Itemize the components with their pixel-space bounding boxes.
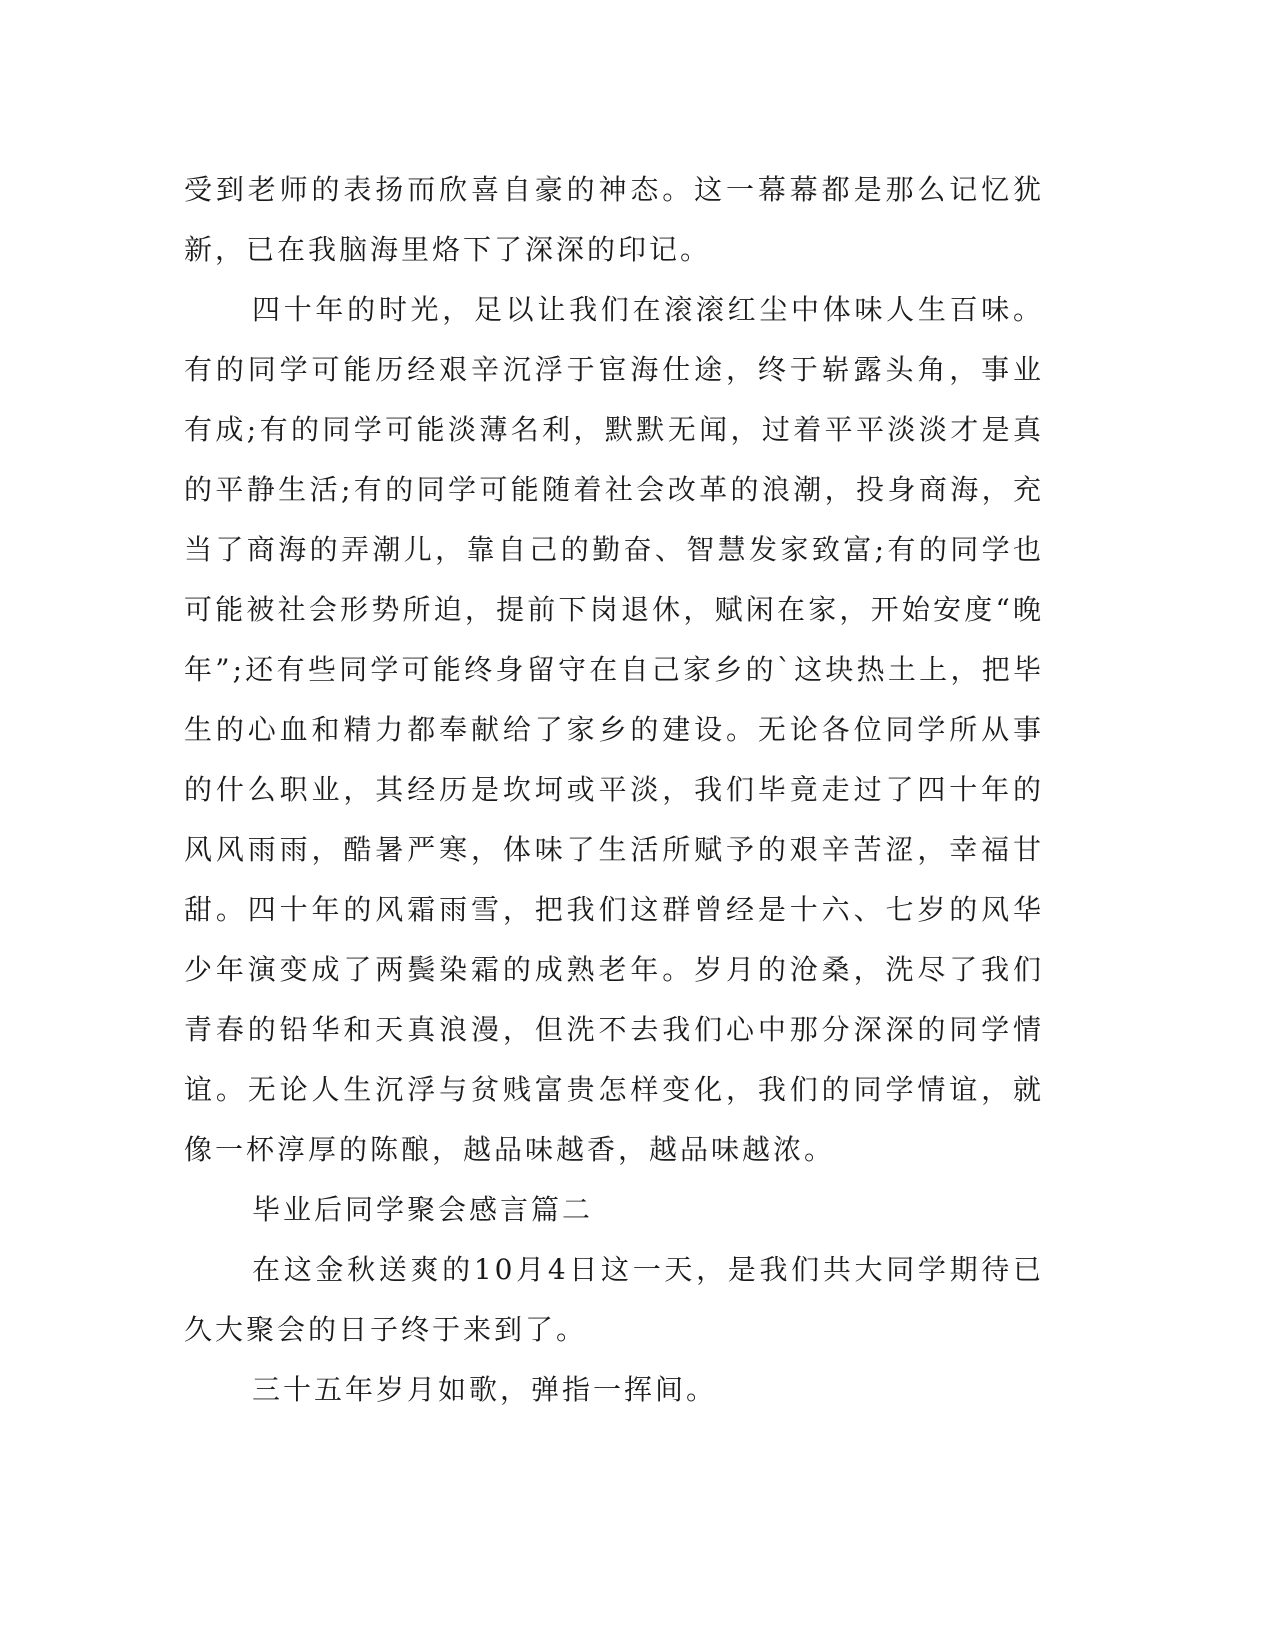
paragraph-continued: 受到老师的表扬而欣喜自豪的神态。这一幕幕都是那么记忆犹新，已在我脑海里烙下了深深的印记。 <box>184 173 1044 266</box>
paragraph-gathering-date: 在这金秋送爽的10月4日这一天，是我们共大同学期待已久大聚会的日子终于来到了。 <box>184 1253 1044 1346</box>
paragraph-forty-years: 四十年的时光，足以让我们在滚滚红尘中体味人生百味。有的同学可能历经艰辛沉浮于宦海仕途，终于崭露头角，事业有成;有的同学可能淡薄名利，默默无闻，过着平平淡淡才是真的平静生活;有的同学可能随着社会改革的浪潮，投身商海，充当了商海的弄潮儿，靠自己的勤奋、智慧发家致富;有的同学也可能被社会形势所迫，提前下岗退休，赋闲在家，开始安度“晚年”;还有些同学可能终身留守在自己家乡的`这块热土上，把毕生的心血和精力都奉献给了家乡的建设。无论各位同学所从事的什么职业，其经历是坎坷或平淡，我们毕竟走过了四十年的风风雨雨，酷暑严寒，体味了生活所赋予的艰辛苦涩，幸福甘甜。四十年的风霜雨雪，把我们这群曾经是十六、七岁的风华少年演变成了两鬓染霜的成熟老年。岁月的沧桑，洗尽了我们青春的铅华和天真浪漫，但洗不去我们心中那分深深的同学情谊。无论人生沉浮与贫贱富贵怎样变化，我们的同学情谊，就像一杯淳厚的陈酿，越品味越香，越品味越浓。 <box>184 293 1044 1166</box>
paragraph-thirty-five-years: 三十五年岁月如歌，弹指一挥间。 <box>252 1373 718 1406</box>
section-heading: 毕业后同学聚会感言篇二 <box>252 1193 594 1226</box>
document-body <box>184 160 1044 1420</box>
